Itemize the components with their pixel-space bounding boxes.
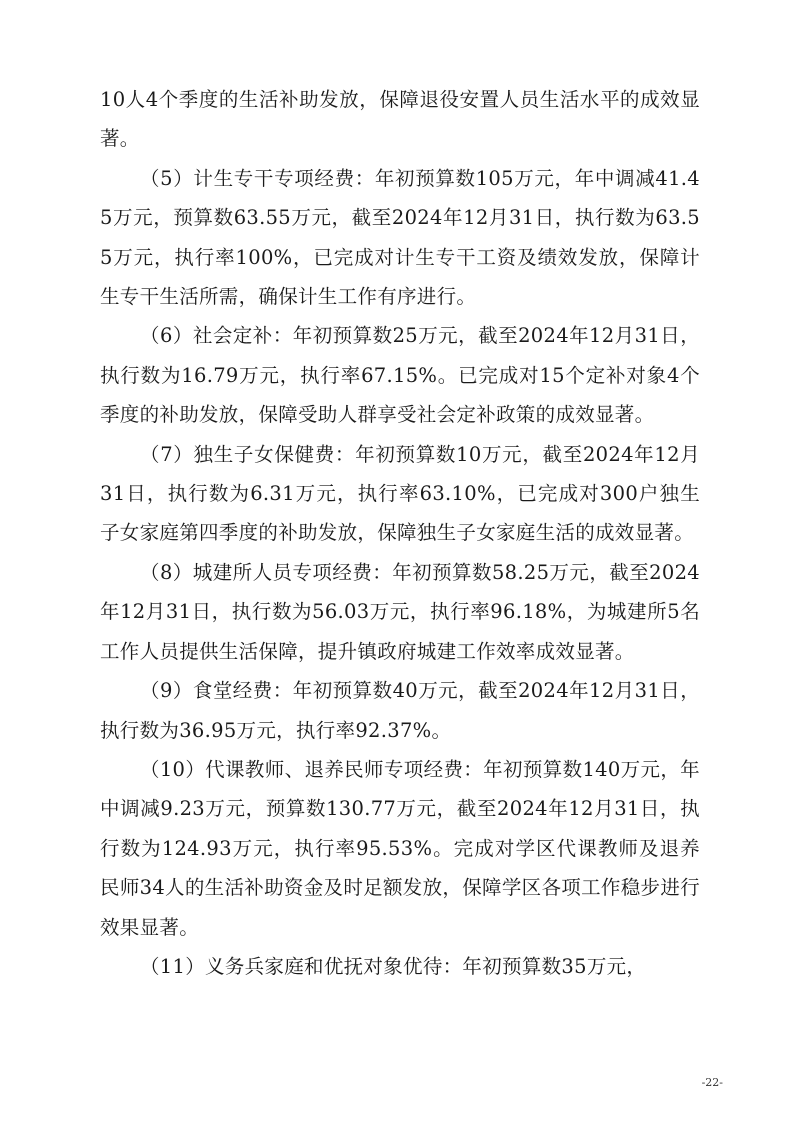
paragraph-item-11: （11）义务兵家庭和优抚对象优待：年初预算数35万元， xyxy=(140,954,647,978)
paragraph-item-8: （8）城建所人员专项经费：年初预算数58.25万元，截至2024年12月31日，执行数为56.03万元，执行率96.18%，为城建所5名工作人员提供生活保障，提升镇政府城建工作效率成效显著。 xyxy=(100,560,700,663)
paragraph-item-9: （9）食堂经费：年初预算数40万元，截至2024年12月31日，执行数为36.95万元，执行率92.37%。 xyxy=(100,679,700,742)
document-page xyxy=(100,80,700,986)
paragraph-item-7: （7）独生子女保健费：年初预算数10万元，截至2024年12月31日，执行数为6.31万元，执行率63.10%，已完成对300户独生子女家庭第四季度的补助发放，保障独生子女家庭生活的成效显著。 xyxy=(100,442,700,545)
paragraph-item-6: （6）社会定补：年初预算数25万元，截至2024年12月31日，执行数为16.79万元，执行率67.15%。已完成对15个定补对象4个季度的补助发放，保障受助人群享受社会定补政策的成效显著。 xyxy=(100,324,700,427)
page-number: -22- xyxy=(701,1076,723,1089)
paragraph-item-5: （5）计生专干专项经费：年初预算数105万元，年中调减41.45万元，预算数63.55万元，截至2024年12月31日，执行数为63.55万元，执行率100%，已完成对计生专干工资及绩效发放，保障计生专干生活所需，确保计生工作有序进行。 xyxy=(100,166,700,309)
paragraph-item-10: （10）代课教师、退养民师专项经费：年初预算数140万元，年中调减9.23万元，预算数130.77万元，截至2024年12月31日，执行数为124.93万元，执行率95.53%。完成对学区代课教师及退养民师34人的生活补助资金及时足额发放，保障学区各项工作稳步进行效果显著。 xyxy=(100,757,700,939)
paragraph-continuation: 10人4个季度的生活补助发放，保障退役安置人员生活水平的成效显著。 xyxy=(100,88,700,151)
